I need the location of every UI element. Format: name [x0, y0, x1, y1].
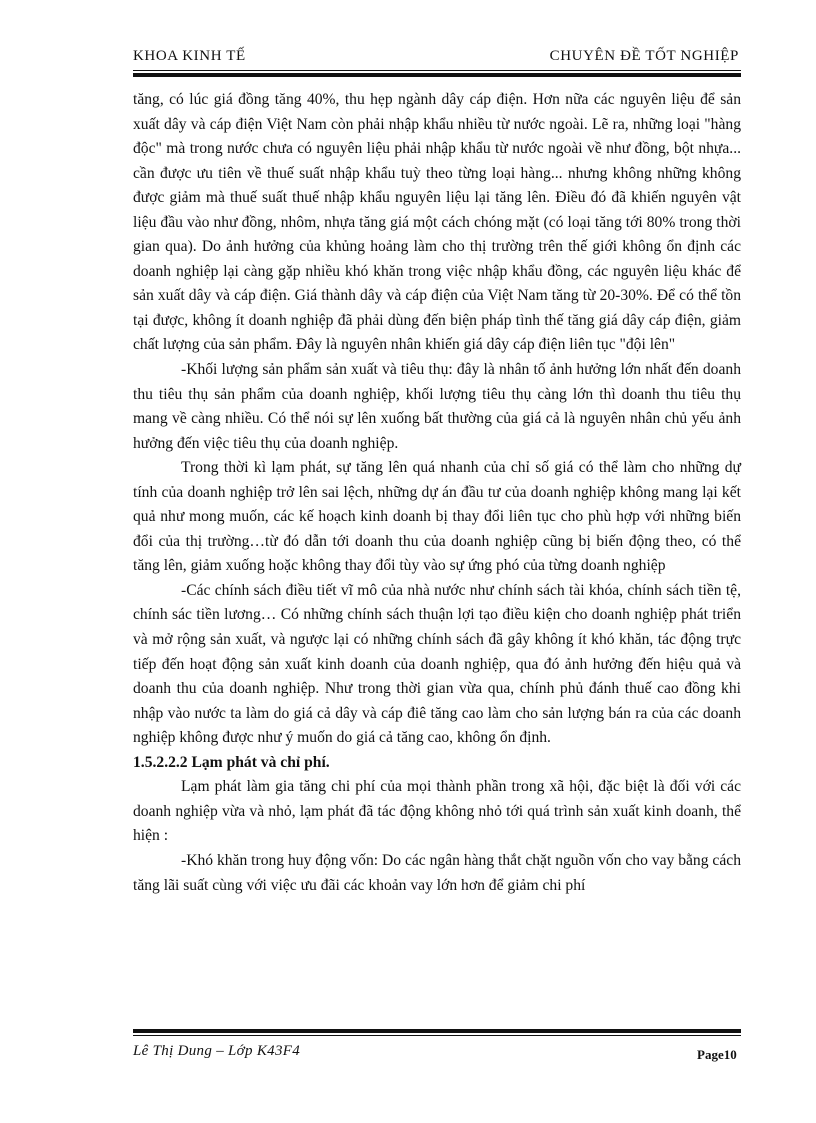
footer-divider-thick: [133, 1029, 741, 1033]
page-number: Page10: [697, 1047, 737, 1062]
header-divider-thick: [133, 73, 741, 77]
page-header: [133, 44, 739, 70]
paragraph-inflation-costs: Lạm phát làm gia tăng chi phí của mọi thành phần trong xã hội, đặc biệt là đối với các doanh nghiệp vừa và nhỏ, lạm phát đã tác động không nhỏ tới quá trình sản xuất kinh doanh, thể hiện :: [133, 778, 741, 845]
footer-divider-thin: [133, 1035, 741, 1036]
header-faculty: KHOA KINH TẾ: [133, 48, 246, 64]
paragraph-sales-volume: -Khối lượng sản phẩm sản xuất và tiêu thụ: đây là nhân tố ảnh hưởng lớn nhất đến doanh thu tiêu thụ sản phẩm của doanh nghiệp, khối lượng tiêu thụ càng lớn thì doanh thu tiêu thụ mang về càng nhiều. Có thể nói sự lên xuống bất thường của giá cả là nguyên nhân chủ yếu ảnh hưởng đến việc tiêu thụ của doanh nghiệp.: [133, 361, 741, 452]
paragraph-macro-policies: -Các chính sách điều tiết vĩ mô của nhà nước như chính sách tài khóa, chính sách tiền tệ, chính sác tiền lương… Có những chính sách thuận lợi tạo điều kiện cho doanh nghiệp phát triển và mở rộng sản xuất, và ngược lại có những chính sách đã gây không ít khó khăn, tác động trực tiếp đến hoạt động sản xuất kinh doanh của doanh nghiệp, qua đó ảnh hưởng đến hiệu quả và doanh thu của doanh nghiệp. Như trong thời gian vừa qua, chính phủ đánh thuế cao đồng khi nhập vào nước ta làm do giá cả dây và cáp điê tăng cao làm cho sản lượng bán ra của các doanh nghiệp không được như ý muốn do giá cả tăng cao, không ổn định.: [133, 581, 741, 747]
header-document-type: CHUYÊN ĐỀ TỐT NGHIỆP: [549, 48, 739, 64]
paragraph-capital-difficulty: -Khó khăn trong huy động vốn: Do các ngân hàng thắt chặt nguồn vốn cho vay bằng cách tăng lãi suất cùng với việc ưu đãi các khoản vay lớn hơn để giảm chi phí: [133, 851, 741, 894]
paragraph-cable-prices: tăng, có lúc giá đồng tăng 40%, thu hẹp ngành dây cáp điện. Hơn nữa các nguyên liệu để sản xuất dây và cáp điện Việt Nam còn phải nhập khẩu nhiều từ nước ngoài. Lẽ ra, những loại "hàng độc" mà trong nước chưa có nguyên liệu phải nhập khẩu từ nước ngoài về như đồng, bột nhựa... cần được ưu tiên về thuế suất nhập khẩu tuỳ theo từng loại hàng... nhưng không những không được giảm mà thuế suất thuế nhập khẩu nguyên liệu lại tăng lên. Điều đó đã khiến nguyên vật liệu đầu vào như đồng, nhôm, nhựa tăng giá một cách chóng mặt (có loại tăng tới 80% trong thời gian qua). Do ảnh hưởng của khủng hoảng làm cho thị trường trên thế giới không ổn định các doanh nghiệp lại càng gặp nhiều khó khăn trong việc nhập khẩu đồng, các nguyên liệu khác để sản xuất dây và cáp điện. Giá thành dây và cáp điện của Việt Nam tăng từ 20-30%. Để có thể tồn tại được, không ít doanh nghiệp đã phải dùng đến biện pháp tình thế tăng giá dây cáp điện, giảm chất lượng của sản phẩm. Đây là nguyên nhân khiến giá dây cáp điện liên tục "đội lên": [133, 91, 741, 354]
document-body: [133, 88, 741, 898]
paragraph-inflation-period: Trong thời kì lạm phát, sự tăng lên quá nhanh của chỉ số giá có thể làm cho những dự tính của doanh nghiệp trở lên sai lệch, những dự án đầu tư của doanh nghiệp không mang lại kết quả như mong muốn, các kế hoạch kinh doanh bị thay đổi liên tục cho phù hợp với những biến đổi của thị trường…từ đó dẫn tới doanh thu của doanh nghiệp cũng bị biến động theo, có thể tăng lên, giảm xuống hoặc không thay đổi tùy vào sự ứng phó của từng doanh nghiệp: [133, 459, 741, 575]
footer-author: Lê Thị Dung – Lớp K43F4: [133, 1043, 301, 1059]
header-divider-thin: [133, 70, 741, 71]
section-heading: 1.5.2.2.2 Lạm phát và chỉ phí.: [133, 753, 330, 771]
